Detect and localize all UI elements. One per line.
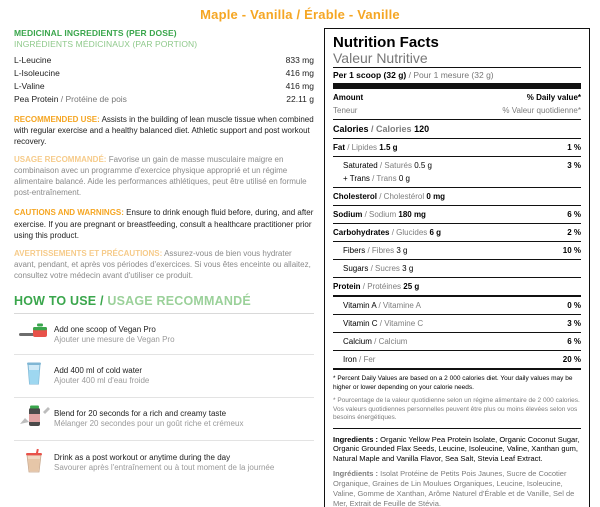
divider xyxy=(333,83,581,89)
nutrient-name-fr: / Calories xyxy=(368,123,412,134)
nutrient-name-en: Calories xyxy=(333,123,369,134)
recommended-use-lead-fr: USAGE RECOMMANDÉ: xyxy=(14,155,107,165)
nutrient-name-fr: / Glucides xyxy=(389,227,428,237)
nutrient-value: 6 g xyxy=(429,227,442,237)
list-item xyxy=(14,316,314,355)
cautions-lead-fr: AVERTISSEMENTS ET PRÉCAUTIONS: xyxy=(14,248,163,258)
nutrient-name-en: Cholesterol xyxy=(333,191,378,201)
nutrient-name-en: Sugars xyxy=(343,263,369,273)
cautions-en xyxy=(14,207,314,240)
nutrient-name-en: Fibers xyxy=(343,245,366,255)
how-to-use-fr: USAGE RECOMMANDÉ xyxy=(107,293,251,308)
ingredients-label-en: Ingredients : xyxy=(333,434,379,444)
nutrient-value: 120 xyxy=(414,123,430,134)
divider xyxy=(333,277,581,278)
shaker-icon xyxy=(14,404,54,435)
nutrient-row-fat xyxy=(333,141,581,154)
nutrient-name-fr: / Cholestérol xyxy=(377,191,425,201)
divider xyxy=(333,187,581,188)
nutrient-name-en: Saturated xyxy=(343,160,378,170)
cautions-block xyxy=(14,207,314,280)
nutrient-name-en: Carbohydrates xyxy=(333,227,390,237)
right-column xyxy=(324,28,590,507)
ingredient-amount: 416 mg xyxy=(285,67,314,78)
water-glass-icon xyxy=(14,361,54,392)
ingredient-name-fr: / Protéine de pois xyxy=(58,93,127,104)
nutrient-name-fr: / Vitamine A xyxy=(376,300,421,310)
amount-header-row xyxy=(333,91,581,104)
cautions-lead-en: CAUTIONS AND WARNINGS: xyxy=(14,208,124,218)
nutrient-value: 1.5 g xyxy=(379,142,398,152)
ingredient-name-en: L-Valine xyxy=(14,80,45,91)
nutrient-row-carbohydrates xyxy=(333,226,581,239)
list-item xyxy=(14,398,314,441)
nutrient-value: 0 mg xyxy=(426,191,446,201)
divider xyxy=(333,67,581,68)
table-row xyxy=(14,53,314,66)
divider xyxy=(333,241,581,242)
nutrient-name-fr: / Trans xyxy=(369,173,397,183)
nutrient-row-protein xyxy=(333,280,581,293)
nutrient-row-calories xyxy=(333,122,581,136)
ingredient-amount: 833 mg xyxy=(285,54,314,65)
nutrient-row-fibers xyxy=(333,244,581,257)
nutrient-value: 3 g xyxy=(396,245,408,255)
divider xyxy=(333,295,581,297)
nutrient-value: 25 g xyxy=(403,281,420,291)
divider xyxy=(333,259,581,260)
nutrient-name-fr: / Fibres xyxy=(365,245,395,255)
medicinal-ingredients-heading xyxy=(14,28,314,49)
nutrient-dv: 2 % xyxy=(567,227,581,237)
divider xyxy=(333,368,581,370)
step-text xyxy=(54,366,314,387)
table-row xyxy=(14,66,314,79)
table-row xyxy=(14,92,314,105)
medicinal-heading-en: MEDICINAL INGREDIENTS (PER DOSE) xyxy=(14,28,177,38)
serving-size-en: Per 1 scoop (32 g) xyxy=(333,70,407,81)
nutrient-name-en: Vitamin C xyxy=(343,318,378,328)
product-title: Maple - Vanilla / Érable - Vanille xyxy=(200,7,400,22)
amount-label-fr: Teneur xyxy=(333,105,358,115)
nutrient-row-cholesterol xyxy=(333,190,581,203)
recommended-use-en xyxy=(14,114,314,147)
divider xyxy=(333,223,581,224)
recommended-use-block xyxy=(14,114,314,198)
ingredients-label-fr: Ingrédients : xyxy=(333,469,379,479)
nutrient-name-en: Sodium xyxy=(333,209,363,219)
nutrient-dv: 10 % xyxy=(562,245,581,255)
content-columns xyxy=(0,22,600,507)
nutrient-name-fr: / Lipides xyxy=(345,142,378,152)
ingredient-amount: 416 mg xyxy=(285,80,314,91)
nutrient-name-fr: / Calcium xyxy=(371,336,408,346)
nutrition-facts-panel xyxy=(324,28,590,507)
recommended-use-body-fr: Favorise un gain de masse musculaire maigre en combinaison avec un programme d'exercice physique approprié et un régime alimentaire balancé. Aide les performances athlétiques, peut être utilisé en formule post-entraînement. xyxy=(14,155,307,198)
step-fr: Mélanger 20 secondes pour un goût riche et crémeux xyxy=(54,419,244,429)
step-en: Add 400 ml of cold water xyxy=(54,365,143,375)
step-en: Drink as a post workout or anytime during the day xyxy=(54,452,231,462)
ingredient-name-en: Pea Protein xyxy=(14,93,59,104)
scoop-icon xyxy=(14,322,54,349)
step-en: Blend for 20 seconds for a rich and creamy taste xyxy=(54,408,227,418)
nutrient-name-en: Protein xyxy=(333,281,361,291)
nutrient-dv: 0 % xyxy=(567,300,581,310)
nutrient-name-en: Iron xyxy=(343,354,357,364)
amount-header-row-fr xyxy=(333,104,581,117)
divider xyxy=(333,332,581,333)
serving-size xyxy=(333,70,581,81)
nutrient-dv: 6 % xyxy=(567,336,581,346)
nutrient-dv: 1 % xyxy=(567,142,581,152)
step-fr: Ajouter 400 ml d'eau froide xyxy=(54,376,150,386)
list-item xyxy=(14,355,314,398)
drink-cup-icon xyxy=(14,447,54,480)
ingredient-name-en: L-Isoleucine xyxy=(14,67,60,78)
nutrient-name-en: + Trans xyxy=(343,173,370,183)
nutrient-name-en: Calcium xyxy=(343,336,372,346)
divider xyxy=(14,313,314,314)
list-item xyxy=(14,441,314,485)
nutrient-name-en: Fat xyxy=(333,142,345,152)
divider xyxy=(333,156,581,157)
nutrient-row-sugars xyxy=(333,262,581,275)
cautions-fr xyxy=(14,248,314,281)
nutrient-name-en: Vitamin A xyxy=(343,300,377,310)
recommended-use-body-en: Assists in the building of lean muscle tissue when combined with regular exercise and a healthy balanced diet. Athletic support and post workout recovery. xyxy=(14,115,314,147)
divider xyxy=(333,138,581,139)
divider xyxy=(333,119,581,120)
nutrient-dv: 3 % xyxy=(567,160,581,170)
ingredients-text-en: Organic Yellow Pea Protein Isolate, Organic Coconut Sugar, Organic Grounded Flax Seeds, Leucine, Isoleucine, Valine, Xanthan gum, Natural Maple and Vanilla Flavor, Sea Salt, Stevia Leaf Extract. xyxy=(333,434,580,464)
ingredients-fr xyxy=(333,464,581,507)
nutrition-facts-title-en: Nutrition Facts xyxy=(333,34,439,51)
how-to-use-en: HOW TO USE xyxy=(14,293,97,308)
serving-size-sep: / xyxy=(406,70,414,81)
nutrient-name-fr: / Protéines xyxy=(360,281,402,291)
ingredients-text-fr: Isolat Protéine de Petits Pois Jaunes, Sucre de Cocotier Organique, Graines de Lin Moulues Organiques, Leucine, Isoleucine, Valine, Gomme de Xanthan, Arôme Naturel d'Érable et de Vanille, Sel de Mer, Extrait de Feuille de Stévia. xyxy=(333,469,575,507)
cautions-body-fr: Assurez-vous de bien vous hydrater avant, pendant, et après vos périodes d'exercices. Si vous êtes enceinte ou allaitez, consultez votre médecin avant d'utiliser ce produit. xyxy=(14,248,311,280)
how-to-use-sep: / xyxy=(96,293,108,308)
step-fr: Ajouter une mesure de Vegan Pro xyxy=(54,335,175,345)
step-text xyxy=(54,325,314,346)
left-column xyxy=(14,28,314,507)
recommended-use-fr xyxy=(14,154,314,198)
nutrient-row-iron xyxy=(333,353,581,366)
daily-value-label-en: % Daily value* xyxy=(526,92,581,102)
divider xyxy=(333,205,581,206)
amount-label-en: Amount xyxy=(333,92,364,102)
daily-value-label-fr: % Valeur quotidienne* xyxy=(502,105,581,115)
divider xyxy=(333,350,581,351)
recommended-use-lead-en: RECOMMENDED USE: xyxy=(14,115,100,125)
nutrient-row-vitamin-a xyxy=(333,299,581,312)
step-text xyxy=(54,453,314,474)
how-to-use-heading xyxy=(14,294,314,308)
ingredient-name-en: L-Leucine xyxy=(14,54,52,65)
nutrient-value: 0 g xyxy=(398,173,410,183)
footnote-en: * Percent Daily Values are based on a 2 000 calories diet. Your daily values may be higher or lower depending on your calorie needs. xyxy=(333,375,573,391)
serving-size-fr: Pour 1 mesure (32 g) xyxy=(413,70,494,81)
nutrient-value: 180 mg xyxy=(398,209,426,219)
step-fr: Savourer après l'entraînement ou à tout moment de la journée xyxy=(54,463,275,473)
nutrient-dv: 6 % xyxy=(567,209,581,219)
ingredients-en xyxy=(333,431,581,465)
ingredient-amount: 22.11 g xyxy=(286,93,314,104)
medicinal-heading-fr: INGRÉDIENTS MÉDICINAUX (PAR PORTION) xyxy=(14,38,198,49)
table-row xyxy=(14,79,314,92)
step-text xyxy=(54,409,314,430)
nutrient-row-sodium xyxy=(333,208,581,221)
nutrient-row-trans xyxy=(333,172,581,185)
nutrient-row-vitamin-c xyxy=(333,317,581,330)
nutrient-name-fr: / Fer xyxy=(356,354,376,364)
divider xyxy=(333,314,581,315)
nutrient-name-fr: / Sucres xyxy=(368,263,400,273)
nutrient-row-saturated xyxy=(333,159,581,172)
cautions-body-en: Ensure to drink enough fluid before, during, and after exercise. If you are pregnant or breastfeeding, consult a healthcare practitioner prior using this product. xyxy=(14,208,314,240)
nutrient-dv: 3 % xyxy=(567,318,581,328)
nutrient-name-fr: / Vitamine C xyxy=(377,318,424,328)
nutrient-dv: 20 % xyxy=(562,354,581,364)
footnote-fr: * Pourcentage de la valeur quotidienne selon un régime alimentaire de 2 000 calories. Vos valeurs quotidiennes personnelles peuvent être plus ou moins élevées selon vos besoins énergétiques. xyxy=(333,397,580,422)
divider xyxy=(333,428,581,429)
nutrient-value: 0.5 g xyxy=(414,160,432,170)
nutrition-facts-title-fr: Valeur Nutritive xyxy=(333,49,428,66)
nutrient-row-calcium xyxy=(333,335,581,348)
step-en: Add one scoop of Vegan Pro xyxy=(54,324,156,334)
medicinal-ingredients-table xyxy=(14,53,314,105)
nutrient-value: 3 g xyxy=(402,263,414,273)
nutrient-name-fr: / Saturés xyxy=(377,160,412,170)
nutrient-name-fr: / Sodium xyxy=(362,209,397,219)
